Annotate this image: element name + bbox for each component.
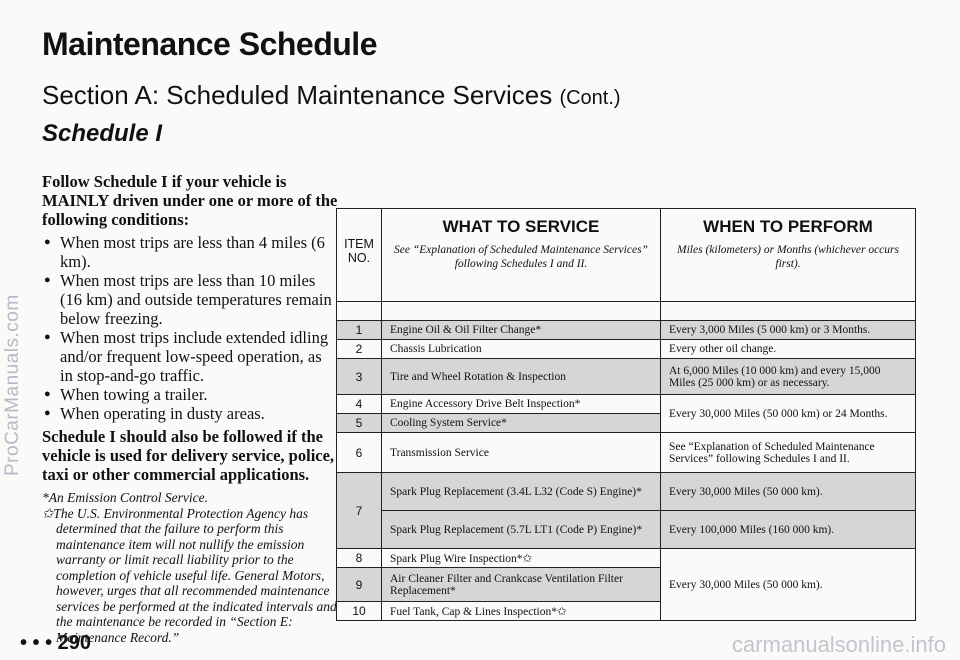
conditions-list	[42, 233, 338, 423]
interval-cell: See “Explanation of Scheduled Maintenance Services” following Schedules I and II.	[661, 433, 916, 473]
interval-cell: Every 3,000 Miles (5 000 km) or 3 Months.	[661, 321, 916, 340]
item-header: ITEM NO.	[337, 209, 382, 302]
interval-cell: At 6,000 Miles (10 000 km) and every 15,000 Miles (25 000 km) or as necessary.	[661, 359, 916, 395]
item-number: 7	[337, 473, 382, 549]
item-number: 10	[337, 602, 382, 621]
table-row	[337, 549, 916, 568]
what-subheader: See “Explanation of Scheduled Maintenance Services” following Schedules I and II.	[394, 244, 648, 270]
interval-cell: Every 30,000 Miles (50 000 km).	[661, 473, 916, 511]
service-cell: Fuel Tank, Cap & Lines Inspection*✩	[382, 602, 661, 621]
service-cell: Tire and Wheel Rotation & Inspection	[382, 359, 661, 395]
item-number: 6	[337, 433, 382, 473]
page-title: Maintenance Schedule	[42, 26, 377, 62]
item-number: 9	[337, 568, 382, 602]
what-header: WHAT TO SERVICE	[442, 217, 600, 236]
spacer-row	[337, 302, 916, 321]
service-cell: Engine Oil & Oil Filter Change*	[382, 321, 661, 340]
condition-item: ● When operating in dusty areas.	[42, 404, 338, 423]
condition-item: ● When most trips are less than 10 miles (16 km) and outside temperatures remain below freezing.	[42, 271, 338, 328]
service-cell: Engine Accessory Drive Belt Inspection*	[382, 395, 661, 414]
maintenance-table	[336, 208, 916, 621]
interval-cell: Every 100,000 Miles (160 000 km).	[661, 511, 916, 549]
conditions-column	[42, 172, 338, 645]
section-heading	[42, 80, 621, 111]
service-cell: Air Cleaner Filter and Crankcase Ventilation Filter Replacement*	[382, 568, 661, 602]
table-header	[337, 209, 916, 302]
footnotes	[42, 490, 338, 645]
what-header-cell	[382, 209, 661, 302]
when-subheader: Miles (kilometers) or Months (whichever occurs first).	[677, 244, 899, 270]
watermark-bottom: carmanualsonline.info	[731, 632, 946, 657]
service-cell: Transmission Service	[382, 433, 661, 473]
service-cell: Spark Plug Replacement (3.4L L32 (Code S) Engine)*	[382, 473, 661, 511]
section-title: Section A: Scheduled Maintenance Services	[42, 80, 553, 110]
condition-item: ● When most trips include extended idling and/or frequent low-speed operation, as in stop-and-go traffic.	[42, 328, 338, 385]
when-header-cell	[661, 209, 916, 302]
page-number: • • • 290	[20, 632, 92, 654]
section-suffix: (Cont.)	[559, 87, 621, 109]
item-number: 8	[337, 549, 382, 568]
schedule-heading: Schedule I	[42, 120, 163, 147]
emission-note: *An Emission Control Service.	[42, 490, 208, 505]
item-number: 3	[337, 359, 382, 395]
interval-cell: Every 30,000 Miles (50 000 km) or 24 Months.	[661, 395, 916, 433]
service-cell: Chassis Lubrication	[382, 340, 661, 359]
table-row	[337, 321, 916, 340]
interval-cell: Every 30,000 Miles (50 000 km).	[661, 549, 916, 621]
intro-text: Follow Schedule I if your vehicle is MAINLY driven under one or more of the following conditions:	[42, 172, 338, 229]
service-cell: Cooling System Service*	[382, 414, 661, 433]
table-row	[337, 340, 916, 359]
table-row	[337, 473, 916, 511]
interval-cell: Every other oil change.	[661, 340, 916, 359]
table-row	[337, 395, 916, 414]
item-number: 1	[337, 321, 382, 340]
table-row	[337, 359, 916, 395]
table-row	[337, 433, 916, 473]
service-cell: Spark Plug Replacement (5.7L LT1 (Code P) Engine)*	[382, 511, 661, 549]
item-number: 5	[337, 414, 382, 433]
condition-item: ● When towing a trailer.	[42, 385, 338, 404]
epa-note: ✩The U.S. Environmental Protection Agency has determined that the failure to perform this maintenance item will not nullify the emission warranty or limit recall liability prior to the completion of vehicle useful life. General Motors, however, urges that all recommended maintenance services be performed at the indicated intervals and the maintenance be recorded in “Section E: Maintenance Record.”	[42, 505, 337, 645]
condition-item: ● When most trips are less than 4 miles (6 km).	[42, 233, 338, 271]
commercial-text: Schedule I should also be followed if the vehicle is used for delivery service, police, taxi or other commercial applications.	[42, 427, 335, 484]
item-number: 2	[337, 340, 382, 359]
service-cell: Spark Plug Wire Inspection*✩	[382, 549, 661, 568]
watermark-side: ProCarManuals.com	[2, 294, 23, 476]
item-number: 4	[337, 395, 382, 414]
table-row	[337, 511, 916, 549]
when-header: WHEN TO PERFORM	[703, 217, 873, 236]
